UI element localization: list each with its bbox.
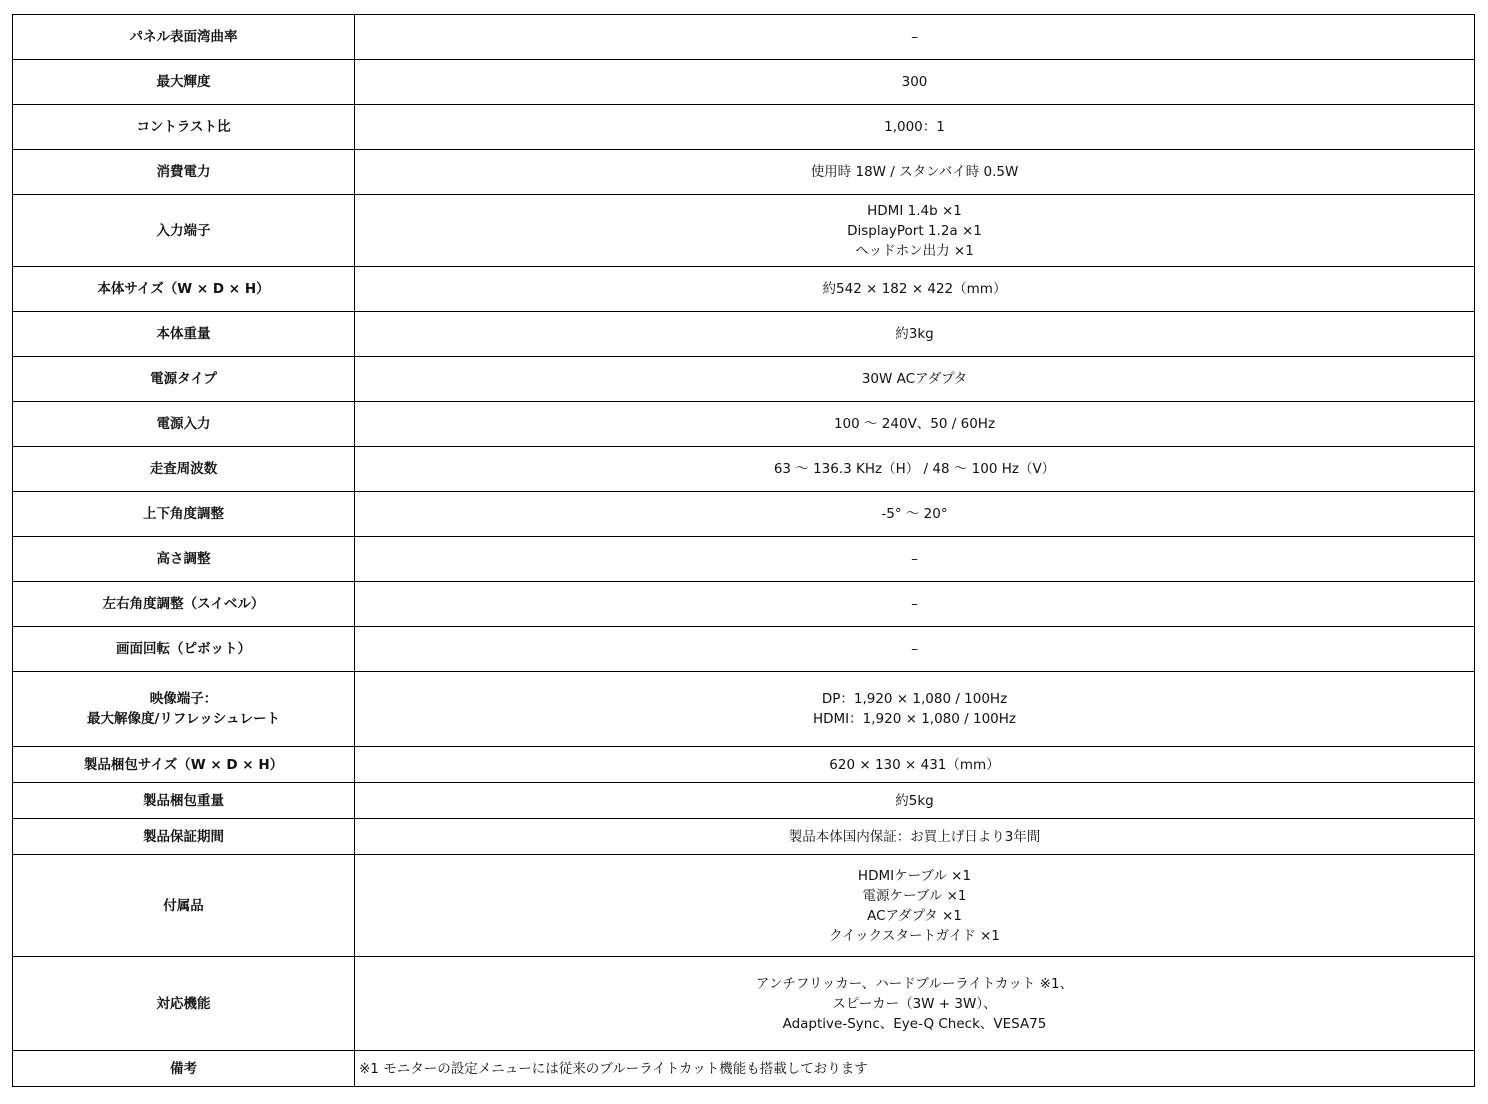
value-text: 製品本体国内保証：お買上げ日より3年間 — [788, 828, 1041, 845]
row-value — [355, 819, 1475, 855]
row-value — [355, 672, 1475, 747]
row-value — [355, 60, 1475, 105]
table-row — [13, 150, 1475, 195]
value-text: 300 — [901, 74, 928, 90]
value-text: HDMI：1,920 × 1,080 / 100Hz — [812, 711, 1016, 727]
table-row — [13, 672, 1475, 747]
row-value — [355, 195, 1475, 267]
value-text: アンチフリッカー、ハードブルーライトカット ※1、 — [755, 975, 1074, 992]
value-text: HDMIケーブル ×1 — [857, 867, 972, 884]
row-label — [13, 402, 355, 447]
row-value — [355, 1051, 1475, 1087]
row-value — [355, 312, 1475, 357]
label-text: 付属品 — [163, 897, 204, 914]
table-row — [13, 492, 1475, 537]
table-row — [13, 747, 1475, 783]
value-text: 63 ～ 136.3 KHz（H） / 48 ～ 100 Hz（V） — [773, 461, 1056, 477]
row-value — [355, 747, 1475, 783]
row-label — [13, 105, 355, 150]
row-label — [13, 60, 355, 105]
row-value — [355, 537, 1475, 582]
row-label — [13, 672, 355, 747]
row-label — [13, 855, 355, 957]
table-row — [13, 105, 1475, 150]
row-value — [355, 855, 1475, 957]
row-label — [13, 819, 355, 855]
label-text: 左右角度調整（スイベル） — [102, 596, 265, 612]
table-row — [13, 357, 1475, 402]
table-row — [13, 855, 1475, 957]
label-text: 画面回転（ピボット） — [116, 641, 251, 657]
label-text: 本体サイズ（W × D × H） — [97, 281, 270, 297]
value-text: 使用時 18W / スタンバイ時 0.5W — [810, 164, 1019, 180]
label-text: 対応機能 — [156, 995, 211, 1012]
value-text: -5° ～ 20° — [881, 506, 948, 522]
label-text: 高さ調整 — [156, 551, 211, 567]
label-text: 製品梱包重量 — [143, 792, 224, 809]
table-row — [13, 312, 1475, 357]
value-text: 100 ～ 240V、50 / 60Hz — [833, 416, 996, 432]
value-text: – — [911, 641, 918, 657]
table-row — [13, 195, 1475, 267]
row-value — [355, 402, 1475, 447]
label-text: 製品保証期間 — [143, 828, 224, 845]
table-row — [13, 582, 1475, 627]
row-value — [355, 150, 1475, 195]
row-value — [355, 957, 1475, 1051]
row-label — [13, 150, 355, 195]
row-label — [13, 195, 355, 267]
label-text: 電源タイプ — [150, 371, 217, 387]
row-value — [355, 582, 1475, 627]
label-text: 上下角度調整 — [143, 506, 224, 522]
label-text: 製品梱包サイズ（W × D × H） — [83, 756, 284, 773]
row-value — [355, 447, 1475, 492]
value-text: 約5kg — [895, 792, 934, 809]
label-text: 最大解像度/リフレッシュレート — [87, 711, 280, 727]
row-label — [13, 492, 355, 537]
row-label — [13, 582, 355, 627]
table-row — [13, 447, 1475, 492]
row-value — [355, 783, 1475, 819]
table-row — [13, 1051, 1475, 1087]
value-text: HDMI 1.4b ×1 — [867, 202, 962, 219]
label-text: 電源入力 — [156, 416, 211, 432]
row-label — [13, 357, 355, 402]
table-row — [13, 819, 1475, 855]
value-text: – — [911, 551, 918, 567]
label-text: 走査周波数 — [149, 461, 218, 477]
row-label — [13, 15, 355, 60]
value-text: 620 × 130 × 431（mm） — [829, 756, 1000, 773]
table-row — [13, 402, 1475, 447]
value-text: ※1 モニターの設定メニューには従来のブルーライトカット機能も搭載しております — [359, 1060, 868, 1077]
label-text: 備考 — [170, 1060, 197, 1077]
row-label — [13, 957, 355, 1051]
label-text: コントラスト比 — [136, 119, 231, 135]
value-text: スピーカー（3W + 3W）、 — [832, 995, 997, 1012]
table-row — [13, 267, 1475, 312]
label-text: 本体重量 — [156, 326, 211, 342]
label-text: 消費電力 — [156, 164, 211, 180]
value-text: – — [911, 596, 918, 612]
row-value — [355, 105, 1475, 150]
row-value — [355, 492, 1475, 537]
value-text: 約3kg — [895, 326, 934, 342]
row-label — [13, 537, 355, 582]
row-label — [13, 627, 355, 672]
label-text: 入力端子 — [156, 222, 211, 239]
value-text: クイックスタートガイド ×1 — [829, 927, 1000, 944]
value-text: 電源ケーブル ×1 — [862, 887, 967, 904]
row-value — [355, 267, 1475, 312]
value-text: – — [911, 29, 918, 45]
table-row — [13, 957, 1475, 1051]
label-text: 映像端子： — [149, 691, 218, 707]
table-row — [13, 60, 1475, 105]
row-value — [355, 627, 1475, 672]
spec-table — [12, 14, 1475, 1087]
row-label — [13, 447, 355, 492]
row-label — [13, 312, 355, 357]
table-row — [13, 627, 1475, 672]
value-text: 約542 × 182 × 422（mm） — [822, 281, 1007, 297]
value-text: DisplayPort 1.2a ×1 — [847, 222, 982, 239]
row-value — [355, 357, 1475, 402]
value-text: ヘッドホン出力 ×1 — [855, 242, 974, 259]
value-text: 1,000：1 — [884, 119, 945, 135]
row-label — [13, 783, 355, 819]
value-text: Adaptive-Sync、Eye-Q Check、VESA75 — [782, 1015, 1047, 1032]
row-label — [13, 747, 355, 783]
row-label — [13, 267, 355, 312]
label-text: 最大輝度 — [156, 74, 211, 90]
row-value — [355, 15, 1475, 60]
value-text: DP：1,920 × 1,080 / 100Hz — [821, 691, 1008, 707]
row-label — [13, 1051, 355, 1087]
table-row — [13, 537, 1475, 582]
value-text: ACアダプタ ×1 — [867, 907, 962, 924]
value-text: 30W ACアダプタ — [861, 371, 968, 387]
table-row — [13, 783, 1475, 819]
label-text: パネル表面湾曲率 — [129, 29, 238, 45]
table-row — [13, 15, 1475, 60]
